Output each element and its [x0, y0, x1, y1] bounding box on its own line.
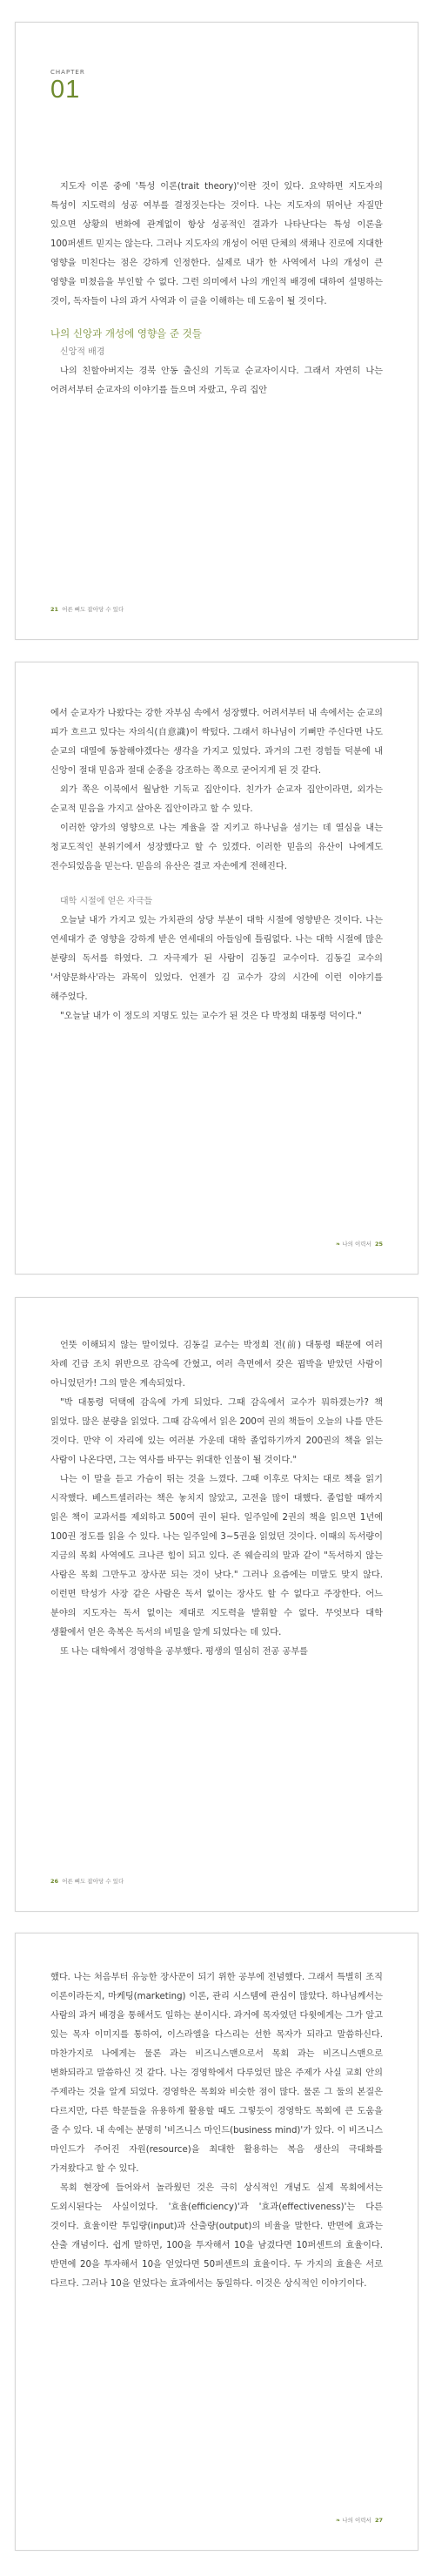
- paragraph: 했다. 나는 처음부터 유능한 장사꾼이 되기 위한 공부에 전념했다. 그래서 특별히 조직 이론이라든지, 마케팅(marketing) 이론, 관리 시스템에 관심이 많았다. 하나님께서는 사람의 과거 배경을 통해서도 일하는 분이시다. 과거에 목자였던 다윗에게는 그가 알고 있는 목자 이미지를 통하여, 이스라엘을 다스리는 선한 목자가 되라고 말씀하신다. 마찬가지로 나에게는 물론 과는 비즈니스맨으로서 목회 과는 비즈니스맨으로 변화되라고 말씀하신 것 같다. 나는 경영학에서 다루었던 많은 주제가 사실 교회 안의 주제라는 것을 알게 되었다. 경영학은 목회와 비슷한 점이 많다. 물론 그 둘의 본질은 다르지만, 다른 학문들을 유용하게 활용할 때도 그렇듯이 경영학도 목회에 큰 도움을 줄 수 있다. 내 속에는 분명히 '비즈니스 마인드(business mind)'가 있다. 이 비즈니스 마인드가 주어진 자원(resource)을 최대한 활용하는 복음 생산의 극대화를 가져왔다고 할 수 있다.: [50, 1973, 383, 2174]
- paragraph: 나의 친할아버지는 경북 안동 출신의 기독교 순교자이시다. 그래서 자연히 나는 어려서부터 순교자의 이야기를 들으며 자랐고, 우리 집안: [50, 367, 383, 395]
- folio: [50, 605, 124, 613]
- paragraph: 언뜻 이해되지 않는 말이었다. 김동길 교수는 박정희 전(前) 대통령 때문에 여러 차례 긴급 조치 위반으로 감옥에 간혔고, 여러 측면에서 갖은 핍박을 받았던 사람이 아니었던가! 그의 말은 계속되었다.: [50, 1341, 383, 1389]
- subheading: 신앙적 배경: [60, 347, 105, 357]
- page-body: [50, 1336, 383, 1662]
- folio: [50, 1877, 124, 1885]
- folio: [336, 1240, 383, 1248]
- leaf-icon: ❧: [335, 2517, 341, 2524]
- page-body: [50, 1968, 383, 2294]
- page-26: [15, 1297, 418, 1912]
- paragraph: "오늘날 내가 이 정도의 지명도 있는 교수가 된 것은 다 박정희 대통령 덕이다.": [60, 1012, 362, 1021]
- chapter-number: 01: [50, 76, 81, 104]
- page-27: [15, 1933, 418, 2551]
- subheading: 대학 시절에 얻은 자극들: [60, 897, 153, 906]
- running-title: 나의 이력서: [342, 1241, 371, 1248]
- running-title: 어른 뼈도 잡아당 수 있다: [62, 606, 124, 613]
- leaf-icon: ❧: [335, 1241, 341, 1248]
- running-title: 나의 이력서: [342, 2517, 371, 2524]
- running-title: 어른 뼈도 잡아당 수 있다: [62, 1878, 124, 1885]
- page-number: 25: [374, 1241, 383, 1248]
- page-body: [50, 704, 383, 1026]
- folio: [336, 2516, 383, 2524]
- page-body: [50, 178, 383, 400]
- paragraph: 오늘날 내가 가지고 있는 가치관의 상당 부분이 대학 시절에 영향받은 것이다. 나는 연세대가 준 영향을 강하게 받은 연세대의 아들임에 틀림없다. 나는 대학 시절에 많은 분량의 독서를 하였다. 그 자극제가 된 사람이 김동길 교수이다. 김동길 교수의 '서양문화사'라는 과목이 있었다. 언젠가 김 교수가 강의 시간에 이런 이야기를 해주었다.: [50, 916, 383, 1002]
- paragraph: 또 나는 대학에서 경영학을 공부했다. 평생의 열심히 전공 공부를: [60, 1647, 309, 1657]
- chapter-label: CHAPTER: [50, 69, 85, 76]
- section-heading: 나의 신앙과 개성에 영향을 준 것들: [50, 327, 202, 340]
- page-number: 21: [50, 606, 59, 613]
- paragraph: 에서 순교자가 나왔다는 강한 자부심 속에서 성장했다. 어려서부터 내 속에서는 순교의 피가 흐르고 있다는 자의식(自意識)이 싹텄다. 그래서 하나님이 기뻐만 주신다면 나도 순교의 대열에 동참해야겠다는 생각을 가지고 있었다. 과거의 그런 경험들 덕분에 내 신앙이 절대 믿음과 절대 순종을 강조하는 쪽으로 굳어지게 된 것 같다.: [50, 709, 383, 776]
- paragraph: 이러한 양가의 영향으로 나는 계율을 잘 지키고 하나님을 섬기는 데 열심을 내는 청교도적인 분위기에서 성장했다고 할 수 있겠다. 이러한 믿음의 유산이 나에게도 전수되었음을 믿는다. 믿음의 유산은 결코 자손에게 전해진다.: [50, 824, 383, 871]
- paragraph: 목회 현장에 들어와서 놀라웠던 것은 극히 상식적인 개념도 실제 목회에서는 도외시된다는 사실이었다. '효율(efficiency)'과 '효과(effectiveness)'는 다른 것이다. 효율이란 투입량(input)과 산출량(output)의 비율을 말한다. 반면에 효과는 산출 개념이다. 쉽게 말하면, 100을 투자해서 10을 남겼다면 10퍼센트의 효율이다. 반면에 20을 투자해서 10을 얻었다면 50퍼센트의 효율이다. 두 가지의 효율은 서로 다르다. 그러나 10을 얻었다는 효과에서는 동일하다. 이것은 상식적인 이야기이다.: [50, 2183, 383, 2289]
- page-number: 27: [374, 2517, 383, 2524]
- page-21: [15, 22, 418, 640]
- paragraph: 외가 쪽은 이북에서 월남한 기독교 집안이다. 친가가 순교자 집안이라면, 외가는 순교적 믿음을 가지고 살아온 집안이라고 할 수 있다.: [50, 785, 383, 814]
- paragraph: 지도자 이론 중에 '특성 이론(trait theory)'이란 것이 있다. 요약하면 지도자의 특성이 지도력의 성공 여부를 결정짓는다는 것이다. 나는 지도자의 뛰어난 자질만 있으면 상황의 변화에 관계없이 항상 성공적인 결과가 나타난다는 특성 이론을 100퍼센트 믿지는 않는다. 그러나 지도자의 개성이 어떤 단체의 색채나 진로에 지대한 영향을 미친다는 점은 강하게 인정한다. 실제로 내가 한 사역에서 나의 개성이 큰 영향을 미쳤음을 부인할 수 없다. 그런 의미에서 나의 개인적 배경에 대하여 설명하는 것이, 독자들이 나의 과거 사역과 이 글을 이해하는 데 도움이 될 것이다.: [50, 182, 383, 306]
- page-number: 26: [50, 1878, 59, 1885]
- page-25: [15, 662, 418, 1275]
- paragraph: 나는 이 말을 듣고 가슴이 뛰는 것을 느꼈다. 그때 이후로 닥치는 대로 책을 읽기 시작했다. 베스트셀러라는 책은 놓치지 않았고, 고전을 많이 대했다. 졸업할 때까지 읽은 책이 교과서를 제외하고 500여 권이 된다. 일주일에 2권의 책을 읽으면 1년에 100권 정도를 읽을 수 있다. 나는 일주일에 3~5권을 읽었던 것이다. 이때의 독서량이 지금의 목회 사역에도 크나큰 힘이 되고 있다. 존 웨슬리의 말과 같이 "독서하지 않는 사람은 목회 그만두고 장사꾼 되는 것이 낫다." 그러나 요즘에는 미말도 맞지 않다. 이런면 탁성가 사장 같은 사람은 독서 없이는 장사도 할 수 없다고 주장한다. 어느 분야의 지도자는 독서 없이는 제대로 지도력을 발휘할 수 없다. 무엇보다 대학 생활에서 얻은 축복은 독서의 비밀을 알게 되었다는 데 있다.: [50, 1475, 383, 1638]
- paragraph: "박 대통령 덕택에 감옥에 가게 되었다. 그때 감옥에서 교수가 뭐하겠는가? 책 읽었다. 많은 분량을 읽었다. 그때 감옥에서 읽은 200여 권의 책들이 오늘의 나를 만든 것이다. 만약 이 자리에 있는 여러분 가운데 대학 졸업하기까지 200권의 책을 읽는 사람이 나온다면, 그는 역사를 바꾸는 위대한 인물이 될 것이다.": [50, 1398, 383, 1465]
